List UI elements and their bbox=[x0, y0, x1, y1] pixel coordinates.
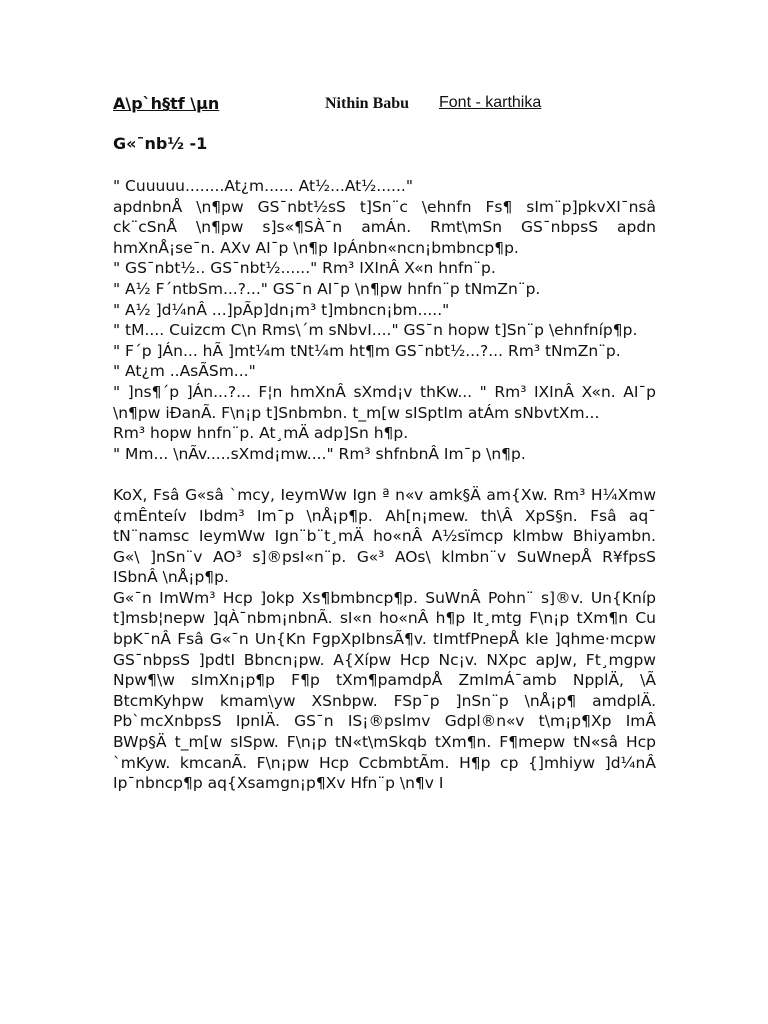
paragraph: Rm³ hopw hnfn¨p. At¸mÄ adp]Sn h¶p. bbox=[113, 424, 409, 443]
story-title: A\p`h§tf \µn bbox=[113, 94, 220, 113]
paragraph: " A½ F´ntbSm...?..." GS¯n AI¯p \n¶pw hnfn¨p tNmZn¨p. bbox=[113, 279, 541, 298]
paragraph: " Mm... \nÃv.....sXmd¡mw...." Rm³ shfnbnÂ Im¯p \n¶p. bbox=[113, 444, 526, 463]
paragraph: apdnbnÅ \n¶pw GS¯nbt½sS t]Sn¨c \ehnfn Fs¶ sIm¨p]pkvXI¯nsâ ck¨cSnÅ \n¶pw s]s«¶SÀ¯n amÁn. Rmt\mSn GS¯nbpsS apdn hmXnÅ¡se¯n. AXv AI¯p \n¶p IpÁnbn«ncn¡bmbncp¶p. bbox=[113, 197, 656, 257]
paragraph: KoX, Fsâ G«sâ `mcy, IeymWw Ign ª n«v amk§Ä am{Xw. Rm³ H¼Xmw ¢mÊnteív Ibdm³ Im¯p \nÅ¡p¶p. Ah[n¡mew. th\Â XpS§n. Fsâ aq¯ tN¨namsc IeymWw Ign¨b¨t¸mÄ ho«nÂ A½sïmcp klmbw Bhiyambn. G«\ ]nSn¨v AO³ s]®psI«n¨p. G«³ AOs\ klmbn¨v SuWnepÅ R¥fpsS ISbnÂ \nÅ¡p¶p. bbox=[113, 485, 656, 587]
paragraph: " Cuuuuu........At¿m...... At½...At½......" bbox=[113, 177, 413, 195]
story-body bbox=[113, 176, 656, 794]
document-header bbox=[113, 94, 673, 116]
paragraph: G«¯n ImWm³ Hcp ]okp Xs¶bmbncp¶p. SuWnÂ Pohn¨ s]®v. Un{Kníp t]msb¦nepw ]qÀ¯nbm¡nbnÃ. sI«n ho«nÂ h¶p It¸mtg F\n¡p tXm¶n Cu bpK¯nÂ Fsâ G«¯n Un{Kn FgpXpIbnsÃ¶v. tImtfPnepÅ kIe ]qhme·mcpw GS¯nbpsS ]pdtI Bbncn¡pw. A{Xípw Hcp Nc¡v. NXpc apJw, Ft¸mgpw Npw¶\w sImXn¡p¶p F¶p tXm¶pamdpÅ ZmImÁ¯amb NpplÄ, \Ã BtcmKyhpw kmam\yw XSnbpw. FSp¯p ]nSn¨p \nÅ¡p¶ amdplÄ. Pb`mcXnbpsS IpnIÄ. GS¯n IS¡®pslmv Gdpl®n«v t\m¡p¶Xp ImÂ BWp§Ä t_m[w sISpw. F\n¡p tN«t\mSkqb tXm¶n. F¶mepw tN«sâ Hcp `mKyw. kmcanÃ. F\n¡pw Hcp CcbmbtÃm. H¶p cp {]mhiyw ]d¼nÂ Ip¯nbncp¶p aq{Xsamgn¡p¶Xv Hfn¨p \n¶v I bbox=[113, 588, 656, 793]
paragraph: " ]ns¶´p ]Án...?... F¦n hmXnÂ sXmd¡v thKw... " Rm³ IXInÂ X«n. AI¯p \n¶pw iÐanÃ. F\n¡p t]Snbmbn. t_m[w sISptIm atÁm sNbvtXm... bbox=[113, 382, 656, 422]
paragraph: " F´p ]Án... hÃ ]mt¼m tNt¼m ht¶m GS¯nbt½...?... Rm³ tNmZn¨p. bbox=[113, 341, 621, 360]
author-name: Nithin Babu bbox=[325, 95, 410, 112]
paragraph: " GS¯nbt½.. GS¯nbt½......" Rm³ IXInÂ X«n hnfn¨p. bbox=[113, 259, 496, 278]
font-note: Font - karthika bbox=[439, 94, 542, 111]
paragraph: " A½ ]d¼nÂ ...]pÃp]dn¡m³ t]mbncn¡bm....." bbox=[113, 300, 450, 319]
chapter-heading: G«¯nb½ -1 bbox=[113, 134, 208, 153]
paragraph: " At¿m ..AsÃSm..." bbox=[113, 362, 256, 381]
paragraph: " tM.... Cuizcm C\n Rms\´m sNbvI...." GS¯n hopw t]Sn¨p \ehnfníp¶p. bbox=[113, 321, 638, 340]
